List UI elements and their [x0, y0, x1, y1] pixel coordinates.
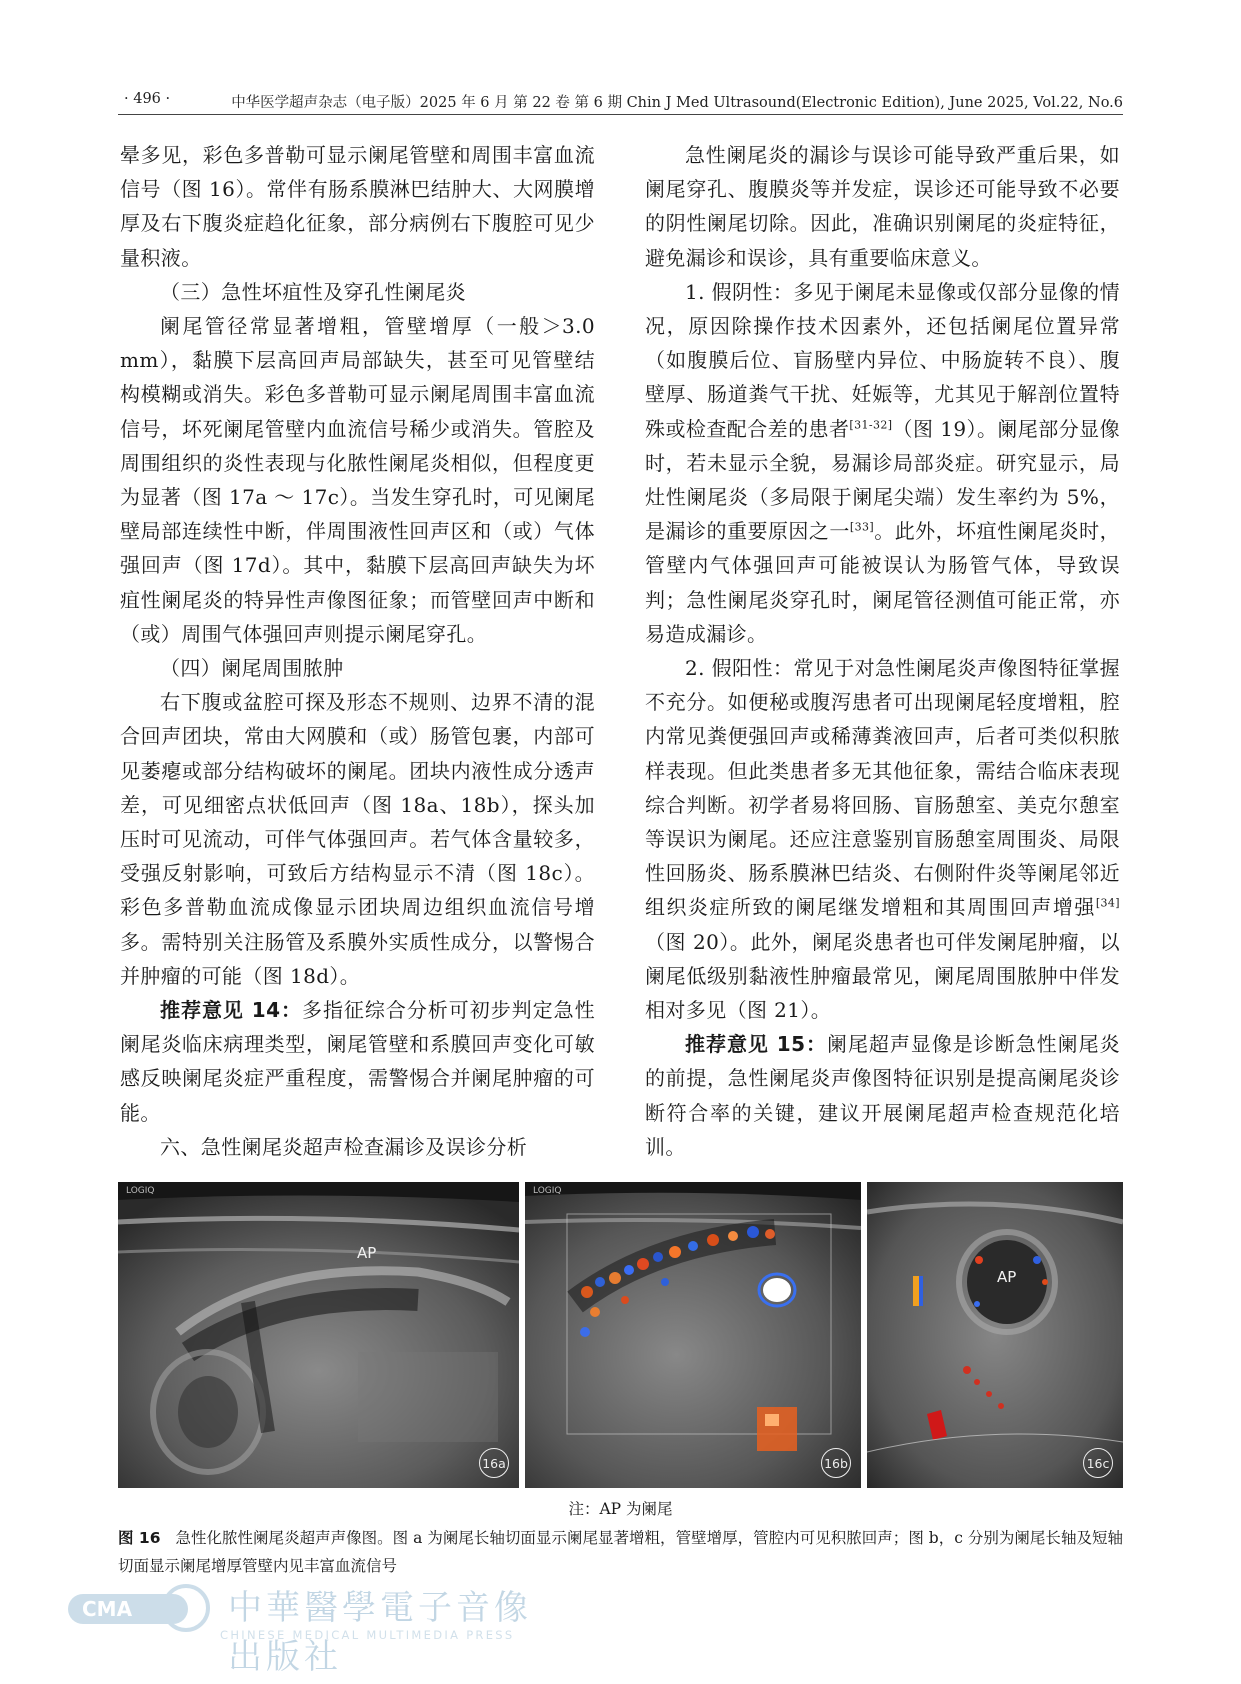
ultrasound-image-c — [867, 1182, 1123, 1488]
paragraph: 晕多见，彩色多普勒可显示阑尾管壁和周围丰富血流信号（图 16）。常伴有肠系膜淋巴结肿大、大网膜增厚及右下腹炎症趋化征象，部分病例右下腹腔可见少量积液。 — [120, 143, 595, 270]
section-heading: 六、急性阑尾炎超声检查漏诊及误诊分析 — [160, 1134, 528, 1159]
paragraph: 阑尾管径常显著增粗，管壁增厚（一般＞3.0 mm），黏膜下层高回声局部缺失，甚至可见管壁结构模糊或消失。彩色多普勒可显示阑尾周围丰富血流信号，坏死阑尾管壁内血流信号稀少或消失。管腔及周围组织的炎性表现与化脓性阑尾炎相似，但程度更为显著（图 17a ～ 17c）。当发生穿孔时，可见阑尾壁局部连续性中断，伴周围液性回声区和（或）气体强回声（图 17d）。其中，黏膜下层高回声缺失为坏疽性阑尾炎的特异性声像图征象；而管壁回声中断和（或）周围气体强回声则提示阑尾穿孔。 — [120, 314, 595, 646]
text-run: 2. 假阳性：常见于对急性阑尾炎声像图特征掌握不充分。如便秘或腹泻患者可出现阑尾轻度增粗，腔内常见粪便强回声或稀薄粪液回声，后者可类似积脓样表现。但此类患者多无其他征象，需结合临床表现综合判断。初学者易将回肠、盲肠憩室、美克尔憩室等误识为阑尾。还应注意鉴别盲肠憩室周围炎、局限性回肠炎、肠系膜淋巴结炎、右侧附件炎等阑尾邻近组织炎症所致的阑尾继发增粗和其周围回声增强 — [645, 656, 1120, 920]
watermark-subtext: CHINESE MEDICAL MULTIMEDIA PRESS — [220, 1628, 515, 1642]
publisher-watermark — [68, 1572, 548, 1677]
text-run: （图 19）。阑尾部分显像时，若未显示全貌，易漏诊局部炎症。研究显示，局灶性阑尾炎（多局限于阑尾尖端）发生率约为 5%，是漏诊的重要原因之一 — [645, 416, 1120, 544]
recommendation-15 — [645, 1027, 1120, 1164]
paragraph: 右下腹或盆腔可探及形态不规则、边界不清的混合回声团块，常由大网膜和（或）肠管包裹，内部可见萎瘪或部分结构破坏的阑尾。团块内液性成分透声差，可见细密点状低回声（图 18a、18b），探头加压时可见流动，可伴气体强回声。若气体含量较多，受强反射影响，可致后方结构显示不清（图 18c）。彩色多普勒血流成像显示团块周边组织血流信号增多。需特别关注肠管及系膜外实质性成分，以警惕合并肿瘤的可能（图 18d）。 — [120, 690, 595, 988]
ultrasound-image-a — [118, 1182, 519, 1488]
device-logo: LOGIQ — [533, 1186, 562, 1196]
cma-logo-icon — [68, 1572, 218, 1642]
text-run: 。此外，坏疽性阑尾炎时，管壁内气体强回声可能被误认为肠管气体，导致误判；急性阑尾炎穿孔时，阑尾管径测值可能正常，亦易造成漏诊。 — [645, 519, 1121, 646]
section-heading: （四）阑尾周围脓肿 — [160, 656, 344, 681]
left-column — [120, 138, 595, 1164]
text-run: 1. 假阴性：多见于阑尾未显像或仅部分显像的情况，原因除操作技术因素外，还包括阑尾位置异常（如腹膜后位、盲肠壁内异位、中肠旋转不良）、腹壁厚、肠道粪气干扰、妊娠等，尤其见于解剖位置特殊或检查配合差的患者 — [645, 279, 1120, 441]
recommendation-label: 推荐意见 14： — [160, 998, 302, 1023]
recommendation-text: 阑尾超声显像是诊断急性阑尾炎的前提，急性阑尾炎声像图特征识别是提高阑尾炎诊断符合率的关键，建议开展阑尾超声检查规范化培训。 — [645, 1032, 1120, 1159]
caption-label: 图 16 — [118, 1529, 161, 1547]
panel-label: 16b — [821, 1448, 851, 1478]
page-number: · 496 · — [124, 91, 171, 107]
ultrasound-panel-c — [867, 1182, 1123, 1488]
paragraph — [645, 651, 1120, 1027]
recommendation-label: 推荐意见 15： — [685, 1032, 827, 1057]
appendix-label: AP — [357, 1244, 377, 1262]
figure-16 — [118, 1182, 1123, 1488]
running-header — [118, 88, 1123, 115]
paragraph: 急性阑尾炎的漏诊与误诊可能导致严重后果，如阑尾穿孔、腹膜炎等并发症，误诊还可能导致不必要的阴性阑尾切除。因此，准确识别阑尾的炎症特征，避免漏诊和误诊，具有重要临床意义。 — [645, 143, 1120, 270]
ultrasound-image-b — [525, 1182, 861, 1488]
journal-info: 中华医学超声杂志（电子版）2025 年 6 月 第 22 卷 第 6 期 Chin J Med Ultrasound(Electronic Edition), June 2025, Vol.22, No.6 — [231, 95, 1123, 111]
citation: [33] — [849, 520, 875, 534]
ultrasound-panel-b — [525, 1182, 861, 1488]
ultrasound-panel-a — [118, 1182, 519, 1488]
paragraph — [645, 275, 1120, 651]
section-heading: （三）急性坏疽性及穿孔性阑尾炎 — [160, 279, 466, 304]
citation: [31-32] — [849, 417, 893, 431]
recommendation-14 — [120, 993, 595, 1130]
text-run: （图 20）。此外，阑尾炎患者也可伴发阑尾肿瘤，以阑尾低级别黏液性肿瘤最常见，阑尾周围脓肿中伴发相对多见（图 21）。 — [645, 929, 1120, 1023]
appendix-label: AP — [997, 1268, 1017, 1286]
citation: [34] — [1095, 896, 1120, 910]
watermark-text: 中華醫學電子音像出版社 — [228, 1588, 532, 1677]
device-logo: LOGIQ — [126, 1186, 155, 1196]
panel-label: 16c — [1083, 1448, 1113, 1478]
caption-text: 急性化脓性阑尾炎超声声像图。图 a 为阑尾长轴切面显示阑尾显著增粗，管壁增厚，管腔内可见积脓回声；图 b，c 分别为阑尾长轴及短轴切面显示阑尾增厚管壁内见丰富血流信号 — [118, 1529, 1123, 1575]
panel-label: 16a — [479, 1448, 509, 1478]
right-column — [645, 138, 1120, 1164]
figure-note: 注：AP 为阑尾 — [568, 1500, 673, 1518]
recommendation-text: 多指征综合分析可初步判定急性阑尾炎临床病理类型，阑尾管壁和系膜回声变化可敏感反映阑尾炎症严重程度，需警惕合并阑尾肿瘤的可能。 — [120, 998, 595, 1125]
cma-text: CMA — [82, 1597, 133, 1621]
